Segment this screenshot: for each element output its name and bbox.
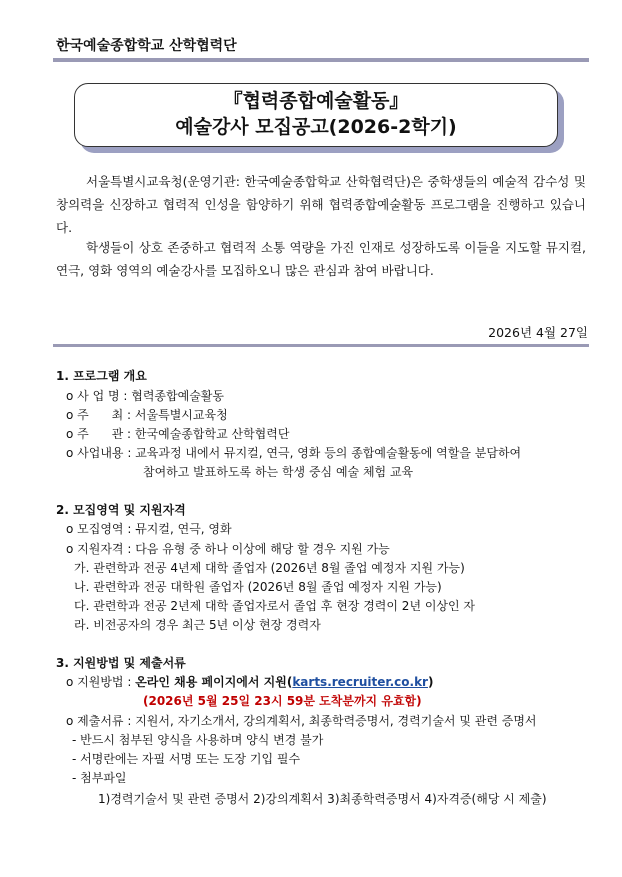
section-3-heading: 3. 지원방법 및 제출서류 [56, 656, 186, 670]
host-row [66, 406, 228, 423]
intro-paragraph-1: 서울특별시교육청(운영기관: 한국예술종합학교 산학협력단)은 중학생들의 예술적 감수성 및 창의력을 신장하고 협력적 인성을 함양하기 위해 협력종합예술활동 프로그램을 진행하고 있습니다. [56, 174, 586, 235]
section-2-heading: 2. 모집영역 및 지원자격 [56, 503, 186, 517]
row-label: o 지원방법 : [66, 675, 136, 689]
announcement-date: 2026년 4월 27일 [488, 325, 588, 340]
qualification-row: o 지원자격 : 다음 유형 중 하나 이상에 해당 할 경우 지원 가능 [66, 542, 390, 556]
qualification-item: 나. 관련학과 전공 대학원 졸업자 (2026년 8월 졸업 예정자 지원 가능) [74, 580, 442, 594]
row-label: o 주 관 : [66, 427, 132, 441]
title-box [74, 83, 558, 147]
content-continuation: 참여하고 발표하도록 하는 학생 중심 예술 체험 교육 [143, 465, 414, 479]
header-rule [53, 58, 589, 62]
row-label: o 사 업 명 : [66, 389, 128, 403]
qualification-item: 가. 관련학과 전공 4년제 대학 졸업자 (2026년 8월 졸업 예정자 지원 가능) [74, 561, 465, 575]
apply-method-value: 온라인 채용 페이지에서 지원 [135, 675, 287, 689]
recruit-area-row: o 모집영역 : 뮤지컬, 연극, 영화 [66, 522, 232, 536]
apply-method-row: o 지원방법 : 온라인 채용 페이지에서 지원(karts.recruiter.co.kr) [66, 675, 434, 689]
intro-paragraph-2: 학생들이 상호 존중하고 협력적 소통 역량을 가진 인재로 성장하도록 이들을 지도할 뮤지컬, 연극, 영화 영역의 예술강사를 모집하오니 많은 관심과 참여 바랍니다. [56, 240, 586, 278]
row-label: o 사업내용 : [66, 446, 132, 460]
documents-row: o 제출서류 : 지원서, 자기소개서, 강의계획서, 최종학력증명서, 경력기술서 및 관련 증명서 [66, 714, 537, 728]
note-item: - 첨부파일 [72, 771, 127, 785]
row-label: o 주 최 : [66, 408, 132, 422]
note-item: - 서명란에는 자필 서명 또는 도장 기입 필수 [72, 752, 301, 766]
row-value: 한국예술종합학교 산학협력단 [134, 427, 290, 441]
announcement-title: 예술강사 모집공고(2026-2학기) [175, 116, 457, 138]
organization-name: 한국예술종합학교 산학협력단 [56, 38, 237, 54]
organizer-row [66, 425, 289, 442]
deadline-notice: (2026년 5월 25일 23시 59분 도착분까지 유효함) [143, 694, 422, 708]
content-row [66, 444, 521, 461]
attachment-list: 1)경력기술서 및 관련 증명서 2)강의계획서 3)최종학력증명서 4)자격증(해당 시 제출) [98, 792, 547, 806]
section-divider [53, 344, 589, 347]
program-title: 『협력종합예술활동』 [223, 90, 409, 112]
section-1-heading: 1. 프로그램 개요 [56, 369, 147, 383]
qualification-item: 라. 비전공자의 경우 최근 5년 이상 현장 경력자 [74, 618, 321, 632]
program-name-row [66, 387, 224, 404]
recruit-site-link[interactable]: karts.recruiter.co.kr [292, 675, 428, 689]
qualification-item: 다. 관련학과 전공 2년제 대학 졸업자로서 졸업 후 현장 경력이 2년 이상인 자 [74, 599, 476, 613]
row-value: 협력종합예술활동 [131, 389, 224, 403]
note-item: - 반드시 첨부된 양식을 사용하며 양식 변경 불가 [72, 733, 324, 747]
row-value: 서울특별시교육청 [134, 408, 228, 422]
row-value: 교육과정 내에서 뮤지컬, 연극, 영화 등의 종합예술활동에 역할을 분담하여 [135, 446, 522, 460]
